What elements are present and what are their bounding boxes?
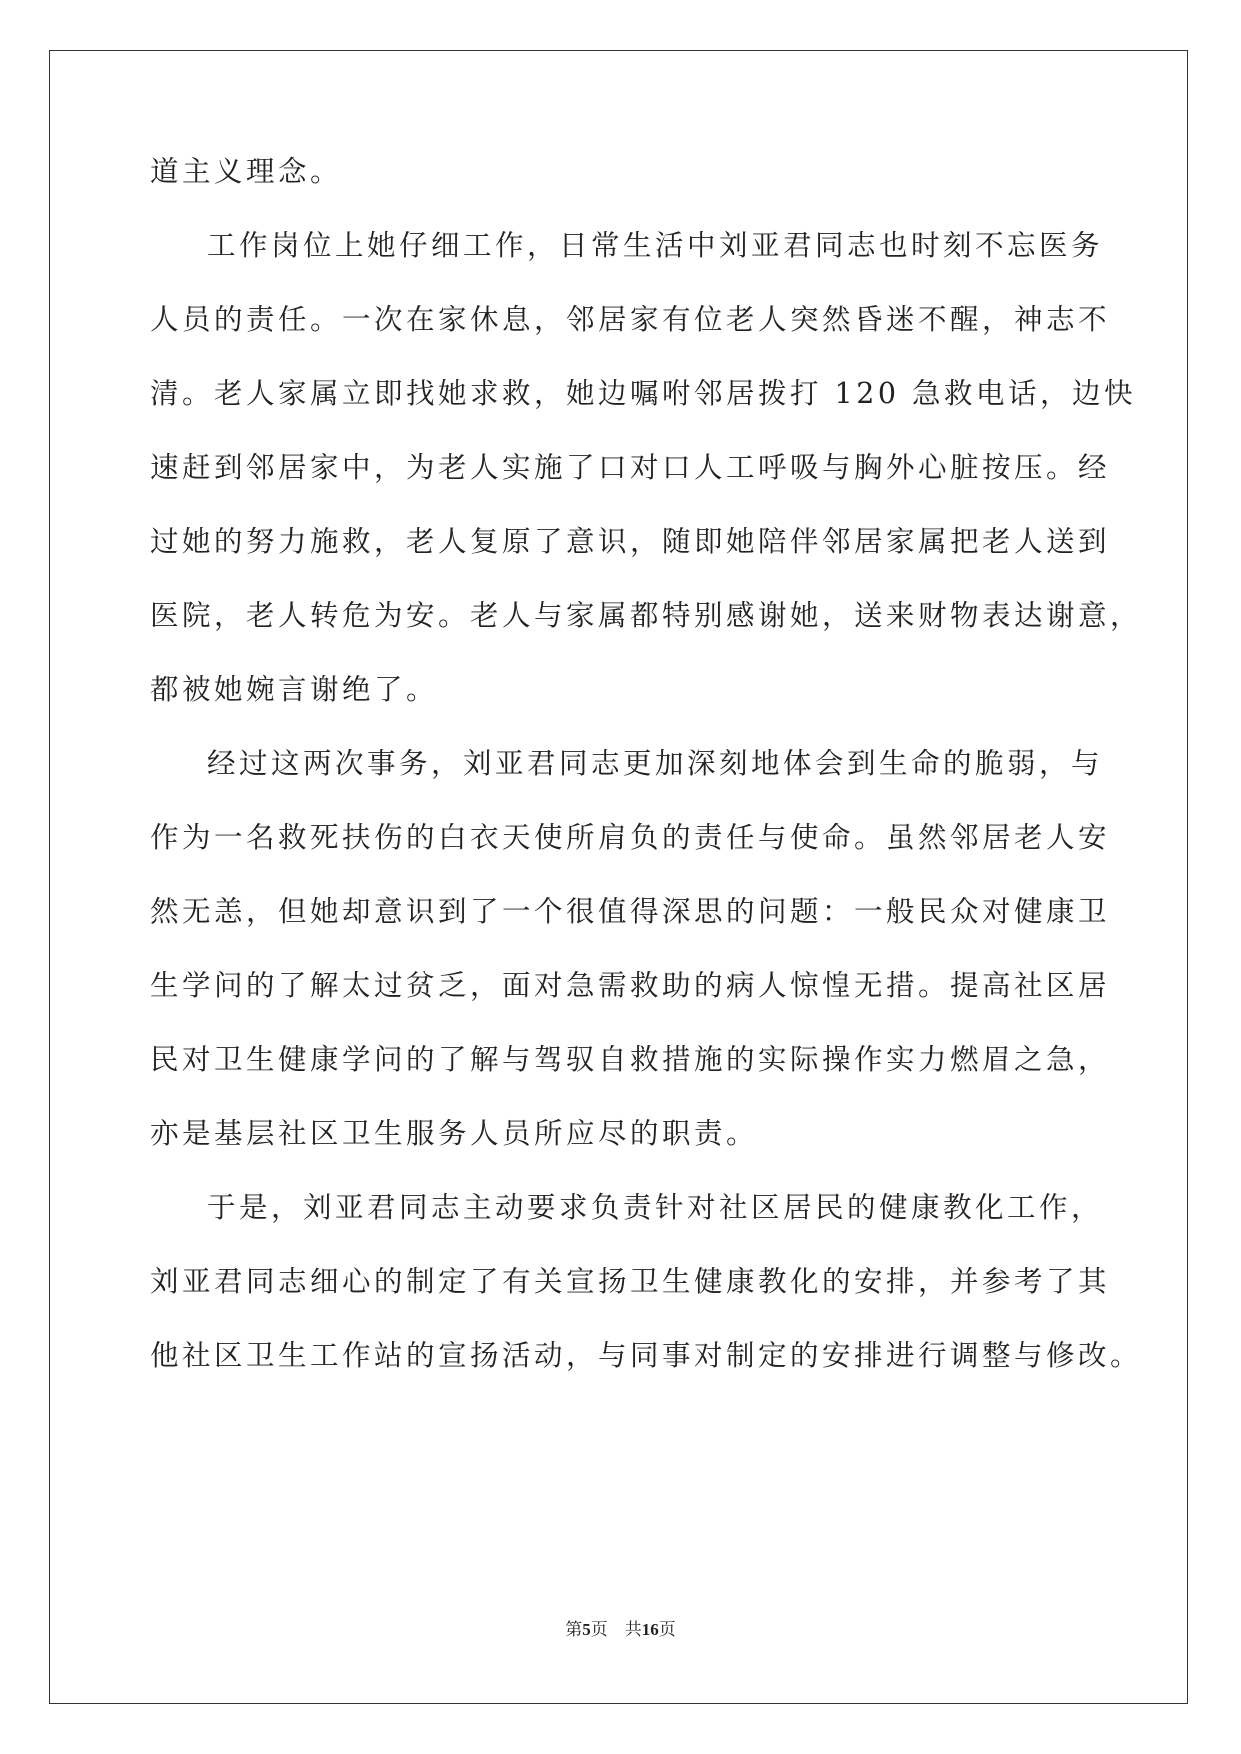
page-footer xyxy=(0,1618,1241,1642)
text-line: 医院，老人转危为安。老人与家属都特别感谢她，送来财物表达谢意， xyxy=(150,599,1143,632)
paragraph-first-line: 于是，刘亚君同志主动要求负责针对社区居民的健康教化工作， xyxy=(207,1191,1104,1224)
text-line: 作为一名救死扶伤的白衣天使所肩负的责任与使命。虽然邻居老人安 xyxy=(150,821,1111,854)
page-number: 5 xyxy=(582,1620,591,1639)
text-line: 清。老人家属立即找她求救，她边嘱咐邻居拨打 120 急救电话，边快 xyxy=(150,377,1137,410)
text-line: 都被她婉言谢绝了。 xyxy=(150,673,439,706)
text-line: 道主义理念。 xyxy=(150,155,343,188)
page-prefix: 第 xyxy=(565,1620,583,1639)
text-line: 速赶到邻居家中，为老人实施了口对口人工呼吸与胸外心脏按压。经 xyxy=(150,451,1111,484)
total-prefix: 共 xyxy=(624,1620,642,1639)
total-pages: 16 xyxy=(641,1620,659,1639)
text-line: 刘亚君同志细心的制定了有关宣扬卫生健康教化的安排，并参考了其 xyxy=(150,1265,1111,1298)
text-line: 生学问的了解太过贫乏，面对急需救助的病人惊惶无措。提高社区居 xyxy=(150,969,1111,1002)
text-line: 然无恙，但她却意识到了一个很值得深思的问题：一般民众对健康卫 xyxy=(150,895,1111,928)
page-suffix: 页 xyxy=(590,1620,608,1639)
text-line: 亦是基层社区卫生服务人员所应尽的职责。 xyxy=(150,1117,759,1150)
text-line: 民对卫生健康学问的了解与驾驭自救措施的实际操作实力燃眉之急， xyxy=(150,1043,1111,1076)
text-line: 人员的责任。一次在家休息，邻居家有位老人突然昏迷不醒，神志不 xyxy=(150,303,1111,336)
paragraph-first-line: 经过这两次事务，刘亚君同志更加深刻地体会到生命的脆弱，与 xyxy=(207,747,1104,780)
text-line: 他社区卫生工作站的宣扬活动，与同事对制定的安排进行调整与修改。 xyxy=(150,1339,1143,1372)
paragraph-first-line: 工作岗位上她仔细工作，日常生活中刘亚君同志也时刻不忘医务 xyxy=(207,229,1104,262)
text-line: 过她的努力施救，老人复原了意识，随即她陪伴邻居家属把老人送到 xyxy=(150,525,1111,558)
total-suffix: 页 xyxy=(658,1620,676,1639)
